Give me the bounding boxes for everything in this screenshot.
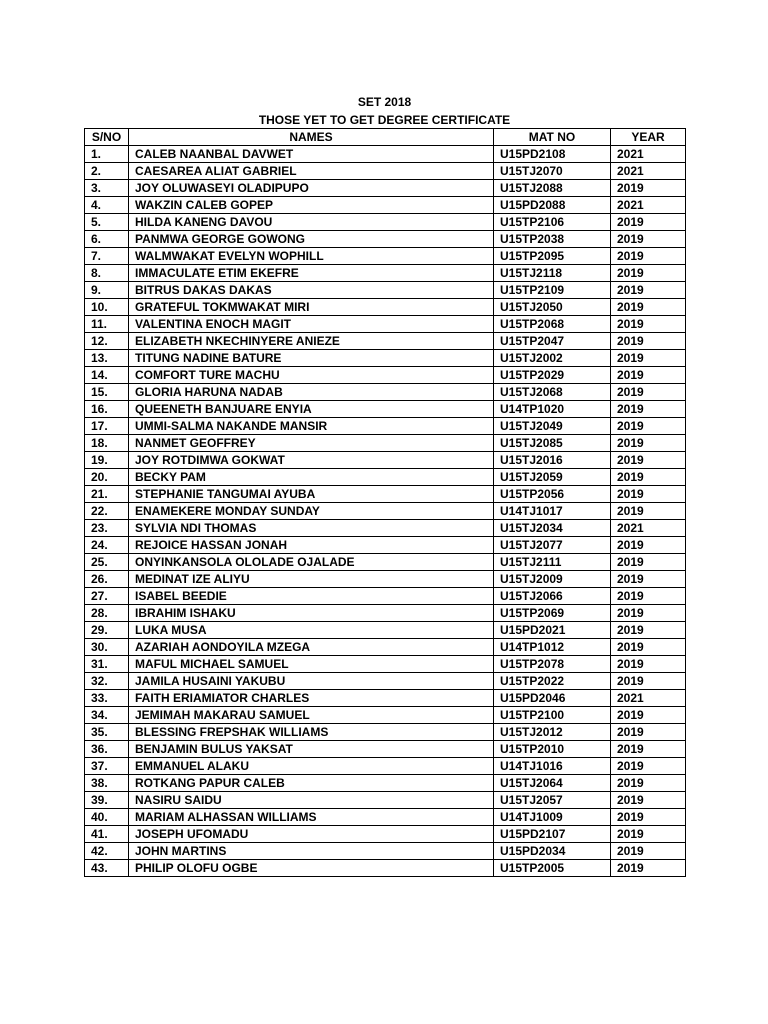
cell-year: 2019	[611, 860, 686, 877]
cell-name: REJOICE HASSAN JONAH	[129, 537, 494, 554]
table-row	[85, 282, 686, 299]
cell-year: 2019	[611, 350, 686, 367]
cell-mat-no: U15TJ2064	[494, 775, 611, 792]
cell-name: JOY ROTDIMWA GOKWAT	[129, 452, 494, 469]
cell-name: PHILIP OLOFU OGBE	[129, 860, 494, 877]
table-row	[85, 554, 686, 571]
cell-mat-no: U15TP2038	[494, 231, 611, 248]
cell-year: 2019	[611, 316, 686, 333]
cell-mat-no: U15TJ2049	[494, 418, 611, 435]
cell-year: 2019	[611, 809, 686, 826]
table-row	[85, 418, 686, 435]
cell-mat-no: U15TJ2002	[494, 350, 611, 367]
cell-name: STEPHANIE TANGUMAI AYUBA	[129, 486, 494, 503]
cell-sno: 13.	[85, 350, 129, 367]
cell-year: 2021	[611, 146, 686, 163]
cell-mat-no: U15TP2047	[494, 333, 611, 350]
table-row	[85, 401, 686, 418]
table-body	[85, 146, 686, 877]
cell-sno: 5.	[85, 214, 129, 231]
table-row	[85, 452, 686, 469]
cell-mat-no: U15TJ2050	[494, 299, 611, 316]
cell-name: BLESSING FREPSHAK WILLIAMS	[129, 724, 494, 741]
cell-sno: 10.	[85, 299, 129, 316]
cell-mat-no: U15TJ2009	[494, 571, 611, 588]
cell-mat-no: U15TP2056	[494, 486, 611, 503]
document-title: SET 2018	[357, 95, 412, 109]
cell-year: 2019	[611, 503, 686, 520]
cell-mat-no: U14TJ1009	[494, 809, 611, 826]
cell-name: JOHN MARTINS	[129, 843, 494, 860]
table-row	[85, 622, 686, 639]
table-row	[85, 809, 686, 826]
cell-sno: 34.	[85, 707, 129, 724]
cell-sno: 30.	[85, 639, 129, 656]
cell-sno: 36.	[85, 741, 129, 758]
cell-name: NANMET GEOFFREY	[129, 435, 494, 452]
table-row	[85, 843, 686, 860]
cell-year: 2019	[611, 588, 686, 605]
table-row	[85, 384, 686, 401]
table-row	[85, 214, 686, 231]
cell-sno: 40.	[85, 809, 129, 826]
cell-year: 2019	[611, 248, 686, 265]
table-row	[85, 265, 686, 282]
cell-name: JAMILA HUSAINI YAKUBU	[129, 673, 494, 690]
table-row	[85, 673, 686, 690]
cell-sno: 41.	[85, 826, 129, 843]
cell-sno: 16.	[85, 401, 129, 418]
cell-year: 2019	[611, 537, 686, 554]
table-row	[85, 826, 686, 843]
table-row	[85, 588, 686, 605]
cell-name: VALENTINA ENOCH MAGIT	[129, 316, 494, 333]
cell-year: 2019	[611, 333, 686, 350]
table-row	[85, 792, 686, 809]
cell-mat-no: U15TJ2088	[494, 180, 611, 197]
cell-name: CALEB NAANBAL DAVWET	[129, 146, 494, 163]
cell-mat-no: U15TJ2085	[494, 435, 611, 452]
cell-mat-no: U15TJ2016	[494, 452, 611, 469]
table-row	[85, 299, 686, 316]
cell-mat-no: U14TJ1016	[494, 758, 611, 775]
cell-sno: 15.	[85, 384, 129, 401]
cell-name: ELIZABETH NKECHINYERE ANIEZE	[129, 333, 494, 350]
table-row	[85, 775, 686, 792]
cell-mat-no: U15TJ2057	[494, 792, 611, 809]
cell-name: QUEENETH BANJUARE ENYIA	[129, 401, 494, 418]
cell-sno: 29.	[85, 622, 129, 639]
cell-mat-no: U15TP2078	[494, 656, 611, 673]
cell-name: MAFUL MICHAEL SAMUEL	[129, 656, 494, 673]
cell-mat-no: U15TP2022	[494, 673, 611, 690]
table-row	[85, 350, 686, 367]
cell-year: 2019	[611, 282, 686, 299]
cell-year: 2019	[611, 605, 686, 622]
cell-year: 2019	[611, 843, 686, 860]
cell-name: CAESAREA ALIAT GABRIEL	[129, 163, 494, 180]
cell-year: 2019	[611, 214, 686, 231]
cell-year: 2019	[611, 622, 686, 639]
cell-mat-no: U14TP1012	[494, 639, 611, 656]
cell-name: LUKA MUSA	[129, 622, 494, 639]
column-header-mat-no: MAT NO	[494, 129, 611, 146]
cell-year: 2019	[611, 724, 686, 741]
cell-sno: 14.	[85, 367, 129, 384]
cell-sno: 23.	[85, 520, 129, 537]
cell-name: EMMANUEL ALAKU	[129, 758, 494, 775]
cell-mat-no: U15TJ2077	[494, 537, 611, 554]
cell-sno: 42.	[85, 843, 129, 860]
cell-year: 2019	[611, 741, 686, 758]
table-row	[85, 860, 686, 877]
cell-sno: 21.	[85, 486, 129, 503]
column-header-names: NAMES	[129, 129, 494, 146]
table-row	[85, 537, 686, 554]
cell-sno: 8.	[85, 265, 129, 282]
cell-year: 2019	[611, 639, 686, 656]
cell-name: PANMWA GEORGE GOWONG	[129, 231, 494, 248]
cell-name: MARIAM ALHASSAN WILLIAMS	[129, 809, 494, 826]
cell-year: 2019	[611, 384, 686, 401]
cell-name: BENJAMIN BULUS YAKSAT	[129, 741, 494, 758]
cell-mat-no: U15TJ2070	[494, 163, 611, 180]
cell-year: 2019	[611, 452, 686, 469]
cell-sno: 6.	[85, 231, 129, 248]
cell-sno: 26.	[85, 571, 129, 588]
cell-year: 2019	[611, 231, 686, 248]
cell-mat-no: U15PD2046	[494, 690, 611, 707]
table-row	[85, 724, 686, 741]
table-row	[85, 316, 686, 333]
cell-mat-no: U15TP2005	[494, 860, 611, 877]
cell-name: GLORIA HARUNA NADAB	[129, 384, 494, 401]
cell-sno: 9.	[85, 282, 129, 299]
cell-year: 2019	[611, 469, 686, 486]
cell-sno: 35.	[85, 724, 129, 741]
cell-name: ISABEL BEEDIE	[129, 588, 494, 605]
cell-mat-no: U15TJ2066	[494, 588, 611, 605]
cell-sno: 18.	[85, 435, 129, 452]
cell-name: WAKZIN CALEB GOPEP	[129, 197, 494, 214]
table-row	[85, 486, 686, 503]
table-row	[85, 146, 686, 163]
cell-mat-no: U15TP2100	[494, 707, 611, 724]
cell-sno: 4.	[85, 197, 129, 214]
cell-sno: 27.	[85, 588, 129, 605]
cell-year: 2019	[611, 265, 686, 282]
cell-mat-no: U15PD2021	[494, 622, 611, 639]
cell-name: IMMACULATE ETIM EKEFRE	[129, 265, 494, 282]
table-row	[85, 435, 686, 452]
cell-mat-no: U15PD2088	[494, 197, 611, 214]
table-row	[85, 163, 686, 180]
table-row	[85, 248, 686, 265]
cell-name: TITUNG NADINE BATURE	[129, 350, 494, 367]
cell-sno: 24.	[85, 537, 129, 554]
table-row	[85, 180, 686, 197]
table-row	[85, 707, 686, 724]
table-row	[85, 367, 686, 384]
cell-year: 2019	[611, 775, 686, 792]
cell-mat-no: U15TJ2111	[494, 554, 611, 571]
cell-sno: 11.	[85, 316, 129, 333]
table-row	[85, 469, 686, 486]
cell-name: BITRUS DAKAS DAKAS	[129, 282, 494, 299]
cell-year: 2019	[611, 367, 686, 384]
cell-sno: 31.	[85, 656, 129, 673]
cell-name: NASIRU SAIDU	[129, 792, 494, 809]
cell-name: ENAMEKERE MONDAY SUNDAY	[129, 503, 494, 520]
cell-sno: 38.	[85, 775, 129, 792]
cell-year: 2019	[611, 571, 686, 588]
table-row	[85, 520, 686, 537]
column-header-sno: S/NO	[85, 129, 129, 146]
table-row	[85, 503, 686, 520]
table-row	[85, 690, 686, 707]
cell-year: 2021	[611, 163, 686, 180]
cell-year: 2019	[611, 486, 686, 503]
cell-name: BECKY PAM	[129, 469, 494, 486]
cell-sno: 12.	[85, 333, 129, 350]
cell-name: COMFORT TURE MACHU	[129, 367, 494, 384]
document-subtitle: THOSE YET TO GET DEGREE CERTIFICATE	[258, 113, 511, 127]
cell-year: 2019	[611, 656, 686, 673]
cell-name: GRATEFUL TOKMWAKAT MIRI	[129, 299, 494, 316]
cell-sno: 7.	[85, 248, 129, 265]
cell-sno: 32.	[85, 673, 129, 690]
cell-mat-no: U15TP2095	[494, 248, 611, 265]
cell-name: AZARIAH AONDOYILA MZEGA	[129, 639, 494, 656]
cell-sno: 20.	[85, 469, 129, 486]
cell-year: 2019	[611, 435, 686, 452]
cell-mat-no: U15PD2107	[494, 826, 611, 843]
cell-mat-no: U15TP2106	[494, 214, 611, 231]
table-row	[85, 656, 686, 673]
cell-year: 2019	[611, 299, 686, 316]
cell-sno: 33.	[85, 690, 129, 707]
cell-year: 2019	[611, 758, 686, 775]
table-row	[85, 333, 686, 350]
cell-mat-no: U15TJ2068	[494, 384, 611, 401]
cell-mat-no: U15TJ2059	[494, 469, 611, 486]
cell-year: 2019	[611, 826, 686, 843]
cell-sno: 17.	[85, 418, 129, 435]
cell-mat-no: U15TP2029	[494, 367, 611, 384]
cell-mat-no: U15TJ2118	[494, 265, 611, 282]
cell-name: JOSEPH UFOMADU	[129, 826, 494, 843]
cell-sno: 22.	[85, 503, 129, 520]
cell-name: IBRAHIM ISHAKU	[129, 605, 494, 622]
cell-name: HILDA KANENG DAVOU	[129, 214, 494, 231]
cell-year: 2019	[611, 673, 686, 690]
cell-year: 2021	[611, 690, 686, 707]
cell-name: WALMWAKAT EVELYN WOPHILL	[129, 248, 494, 265]
table-row	[85, 197, 686, 214]
table-row	[85, 571, 686, 588]
cell-sno: 25.	[85, 554, 129, 571]
cell-mat-no: U15TJ2034	[494, 520, 611, 537]
cell-mat-no: U15TP2010	[494, 741, 611, 758]
cell-year: 2019	[611, 792, 686, 809]
cell-year: 2019	[611, 401, 686, 418]
cell-name: ROTKANG PAPUR CALEB	[129, 775, 494, 792]
cell-name: JEMIMAH MAKARAU SAMUEL	[129, 707, 494, 724]
cell-name: UMMI-SALMA NAKANDE MANSIR	[129, 418, 494, 435]
column-header-year: YEAR	[611, 129, 686, 146]
cell-sno: 3.	[85, 180, 129, 197]
cell-year: 2021	[611, 197, 686, 214]
cell-name: FAITH ERIAMIATOR CHARLES	[129, 690, 494, 707]
cell-mat-no: U15TP2068	[494, 316, 611, 333]
cell-year: 2021	[611, 520, 686, 537]
cell-name: ONYINKANSOLA OLOLADE OJALADE	[129, 554, 494, 571]
cell-sno: 37.	[85, 758, 129, 775]
cell-mat-no: U14TP1020	[494, 401, 611, 418]
table-row	[85, 605, 686, 622]
certificate-table	[84, 128, 686, 877]
cell-mat-no: U15TP2069	[494, 605, 611, 622]
table-row	[85, 639, 686, 656]
cell-sno: 28.	[85, 605, 129, 622]
cell-mat-no: U15PD2034	[494, 843, 611, 860]
cell-year: 2019	[611, 180, 686, 197]
cell-name: MEDINAT IZE ALIYU	[129, 571, 494, 588]
table-row	[85, 758, 686, 775]
cell-mat-no: U15TP2109	[494, 282, 611, 299]
cell-mat-no: U15PD2108	[494, 146, 611, 163]
cell-sno: 19.	[85, 452, 129, 469]
cell-name: SYLVIA NDI THOMAS	[129, 520, 494, 537]
cell-year: 2019	[611, 707, 686, 724]
cell-sno: 39.	[85, 792, 129, 809]
cell-sno: 43.	[85, 860, 129, 877]
cell-year: 2019	[611, 554, 686, 571]
table-row	[85, 231, 686, 248]
cell-sno: 2.	[85, 163, 129, 180]
cell-sno: 1.	[85, 146, 129, 163]
cell-mat-no: U15TJ2012	[494, 724, 611, 741]
cell-name: JOY OLUWASEYI OLADIPUPO	[129, 180, 494, 197]
table-row	[85, 741, 686, 758]
table-header-row	[85, 129, 686, 146]
cell-mat-no: U14TJ1017	[494, 503, 611, 520]
cell-year: 2019	[611, 418, 686, 435]
